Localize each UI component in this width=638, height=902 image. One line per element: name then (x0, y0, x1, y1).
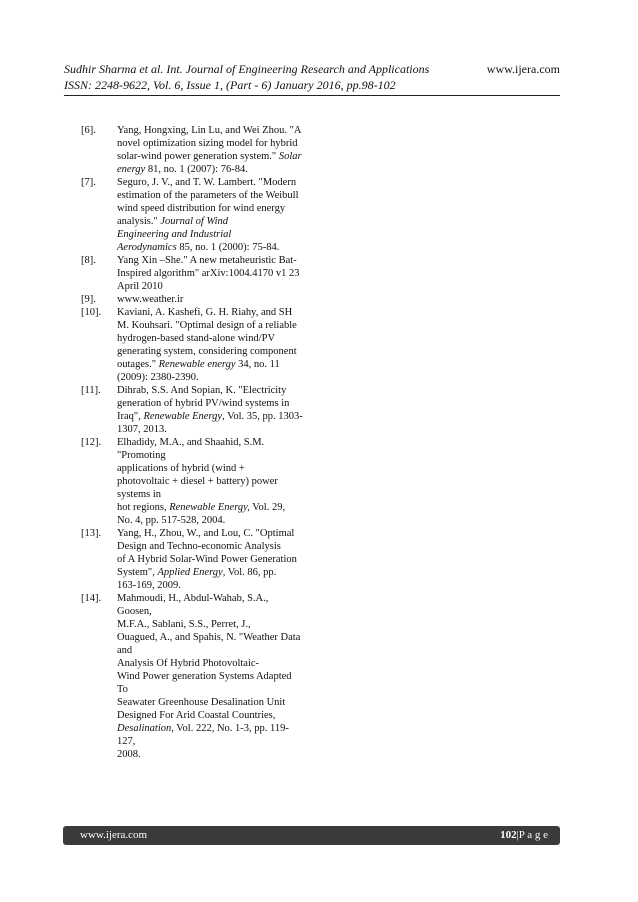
reference-text (117, 592, 308, 761)
reference-line (117, 592, 308, 605)
reference-line (117, 475, 308, 488)
reference-item (81, 436, 308, 527)
page-header (64, 61, 560, 93)
reference-line (117, 696, 308, 709)
reference-line (117, 371, 308, 384)
text-run: , Vol. 35, pp. 1303- (222, 411, 303, 422)
reference-line (117, 254, 308, 267)
text-run: 163-169, 2009. (117, 580, 181, 591)
text-run: analysis." (117, 216, 161, 227)
reference-line (117, 735, 308, 748)
page-number-value: 102 (500, 829, 517, 841)
reference-text (117, 176, 308, 254)
text-run: applications of hybrid (wind + (117, 463, 245, 474)
reference-number: [6]. (81, 125, 96, 136)
italic-text: Aerodynamics (117, 242, 177, 253)
reference-line (117, 423, 308, 436)
reference-line (117, 670, 308, 683)
reference-number: [10]. (81, 307, 102, 318)
text-run: Goosen, (117, 606, 152, 617)
reference-line (117, 579, 308, 592)
text-run: Yang, H., Zhou, W., and Lou, C. "Optimal (117, 528, 295, 539)
reference-line (117, 293, 308, 306)
text-run: Yang, Hongxing, Lin Lu, and Wei Zhou. "A (117, 125, 302, 136)
reference-line (117, 280, 308, 293)
reference-number: [13]. (81, 528, 102, 539)
reference-number: [7]. (81, 177, 96, 188)
text-run: Seguro, J. V., and T. W. Lambert. "Modern (117, 177, 297, 188)
reference-text (117, 306, 308, 384)
italic-text: Journal of Wind (160, 216, 229, 227)
reference-item (81, 306, 308, 384)
reference-line (117, 163, 308, 176)
reference-line (117, 384, 308, 397)
text-run: hot regions, (117, 502, 170, 513)
reference-line (117, 124, 308, 137)
reference-line (117, 462, 308, 475)
text-run: 1307, 2013. (117, 424, 167, 435)
reference-line (117, 553, 308, 566)
reference-line (117, 683, 308, 696)
italic-text: Desalination, (117, 723, 174, 734)
text-run: Vol. 29, (249, 502, 286, 513)
page-number (500, 826, 548, 845)
reference-line (117, 410, 308, 423)
text-run: Vol. 222, No. 1-3, pp. 119- (173, 723, 289, 734)
reference-line (117, 527, 308, 540)
page-label: |P a g e (516, 829, 548, 841)
journal-citation-line: Sudhir Sharma et al. Int. Journal of Engineering Research and Applications (64, 62, 430, 76)
reference-line (117, 618, 308, 631)
text-run: 34, no. 11 (235, 359, 280, 370)
text-run: , Vol. 86, pp. (222, 567, 277, 578)
reference-line (117, 449, 308, 462)
reference-line (117, 501, 308, 514)
reference-text (117, 254, 308, 293)
italic-text: Solar (278, 151, 302, 162)
reference-item (81, 124, 308, 176)
reference-text (117, 293, 308, 306)
reference-line (117, 540, 308, 553)
italic-text: energy (117, 164, 146, 175)
text-run: systems in (117, 489, 162, 500)
reference-line (117, 241, 308, 254)
reference-line (117, 228, 308, 241)
reference-line (117, 605, 308, 618)
footer-url[interactable]: www.ijera.com (80, 829, 148, 841)
reference-line (117, 436, 308, 449)
reference-line (117, 189, 308, 202)
text-run: Wind Power generation Systems Adapted (117, 671, 292, 682)
reference-line (117, 748, 308, 761)
italic-text: Renewable Energy, (169, 502, 250, 513)
text-run: www.weather.ir (117, 294, 184, 305)
italic-text: Engineering and Industrial (117, 229, 232, 240)
text-run: Dihrab, S.S. And Sopian, K. "Electricity (117, 385, 287, 396)
reference-line (117, 657, 308, 670)
reference-item (81, 527, 308, 592)
reference-item (81, 293, 308, 306)
reference-line (117, 709, 308, 722)
reference-list (81, 124, 308, 761)
text-run: photovoltaic + diesel + battery) power (117, 476, 278, 487)
text-run: Seawater Greenhouse Desalination Unit (117, 697, 286, 708)
text-run: hydrogen-based stand-alone wind/PV (117, 333, 276, 344)
text-run: 81, no. 1 (2007): 76-84. (145, 164, 248, 175)
text-run: 2008. (117, 749, 141, 760)
reference-line (117, 202, 308, 215)
reference-number: [9]. (81, 294, 96, 305)
reference-line (117, 176, 308, 189)
reference-item (81, 254, 308, 293)
italic-text: Applied Energy (157, 567, 223, 578)
reference-line (117, 722, 308, 735)
reference-text (117, 384, 308, 436)
header-divider (64, 95, 560, 96)
text-run: Inspired algorithm" arXiv:1004.4170 v1 23 (117, 268, 300, 279)
reference-line (117, 150, 308, 163)
text-run: generation of hybrid PV/wind systems in (117, 398, 290, 409)
reference-line (117, 137, 308, 150)
reference-line (117, 267, 308, 280)
text-run: estimation of the parameters of the Weibull (117, 190, 299, 201)
text-run: 127, (117, 736, 136, 747)
text-run: wind speed distribution for wind energy (117, 203, 286, 214)
text-run: Kaviani, A. Kashefi, G. H. Riahy, and SH (117, 307, 293, 318)
text-run: Designed For Arid Coastal Countries, (117, 710, 276, 721)
text-run: (2009): 2380-2390. (117, 372, 199, 383)
reference-item (81, 592, 308, 761)
text-run: To (117, 684, 128, 695)
reference-item (81, 384, 308, 436)
text-run: outages." (117, 359, 159, 370)
reference-line (117, 566, 308, 579)
text-run: No. 4, pp. 517-528, 2004. (117, 515, 226, 526)
text-run: Mahmoudi, H., Abdul-Wahab, S.A., (117, 593, 269, 604)
reference-item (81, 176, 308, 254)
reference-line (117, 332, 308, 345)
text-run: "Promoting (117, 450, 166, 461)
reference-text (117, 124, 308, 176)
reference-line (117, 306, 308, 319)
text-run: Iraq", (117, 411, 144, 422)
reference-line (117, 345, 308, 358)
text-run: System", (117, 567, 158, 578)
text-run: M.F.A., Sablani, S.S., Perret, J., (117, 619, 251, 630)
reference-line (117, 215, 308, 228)
reference-line (117, 631, 308, 644)
text-run: generating system, considering component (117, 346, 297, 357)
text-run: April 2010 (117, 281, 163, 292)
reference-line (117, 514, 308, 527)
reference-text (117, 436, 308, 527)
reference-line (117, 644, 308, 657)
reference-line (117, 319, 308, 332)
text-run: Yang Xin –She." A new metaheuristic Bat- (117, 255, 297, 266)
reference-text (117, 527, 308, 592)
text-run: Elhadidy, M.A., and Shaahid, S.M. (117, 437, 265, 448)
italic-text: Renewable energy (158, 359, 236, 370)
page-footer (63, 826, 560, 845)
reference-line (117, 397, 308, 410)
issn-line: ISSN: 2248-9622, Vol. 6, Issue 1, (Part - 6) January 2016, pp.98-102 (64, 78, 396, 92)
text-run: Analysis Of Hybrid Photovoltaic- (117, 658, 260, 669)
italic-text: Renewable Energy (143, 411, 223, 422)
reference-number: [8]. (81, 255, 96, 266)
text-run: novel optimization sizing model for hybrid (117, 138, 298, 149)
text-run: of A Hybrid Solar-Wind Power Generation (117, 554, 297, 565)
text-run: and (117, 645, 133, 656)
text-run: M. Kouhsari. "Optimal design of a reliable (117, 320, 297, 331)
text-run: Design and Techno-economic Analysis (117, 541, 281, 552)
reference-number: [12]. (81, 437, 102, 448)
reference-number: [14]. (81, 593, 102, 604)
text-run: solar-wind power generation system." (117, 151, 279, 162)
text-run: Ouagued, A., and Spahis, N. "Weather Data (117, 632, 301, 643)
journal-url[interactable]: www.ijera.com (486, 62, 560, 76)
reference-line (117, 358, 308, 371)
reference-line (117, 488, 308, 501)
reference-number: [11]. (81, 385, 101, 396)
text-run: 85, no. 1 (2000): 75-84. (176, 242, 280, 253)
